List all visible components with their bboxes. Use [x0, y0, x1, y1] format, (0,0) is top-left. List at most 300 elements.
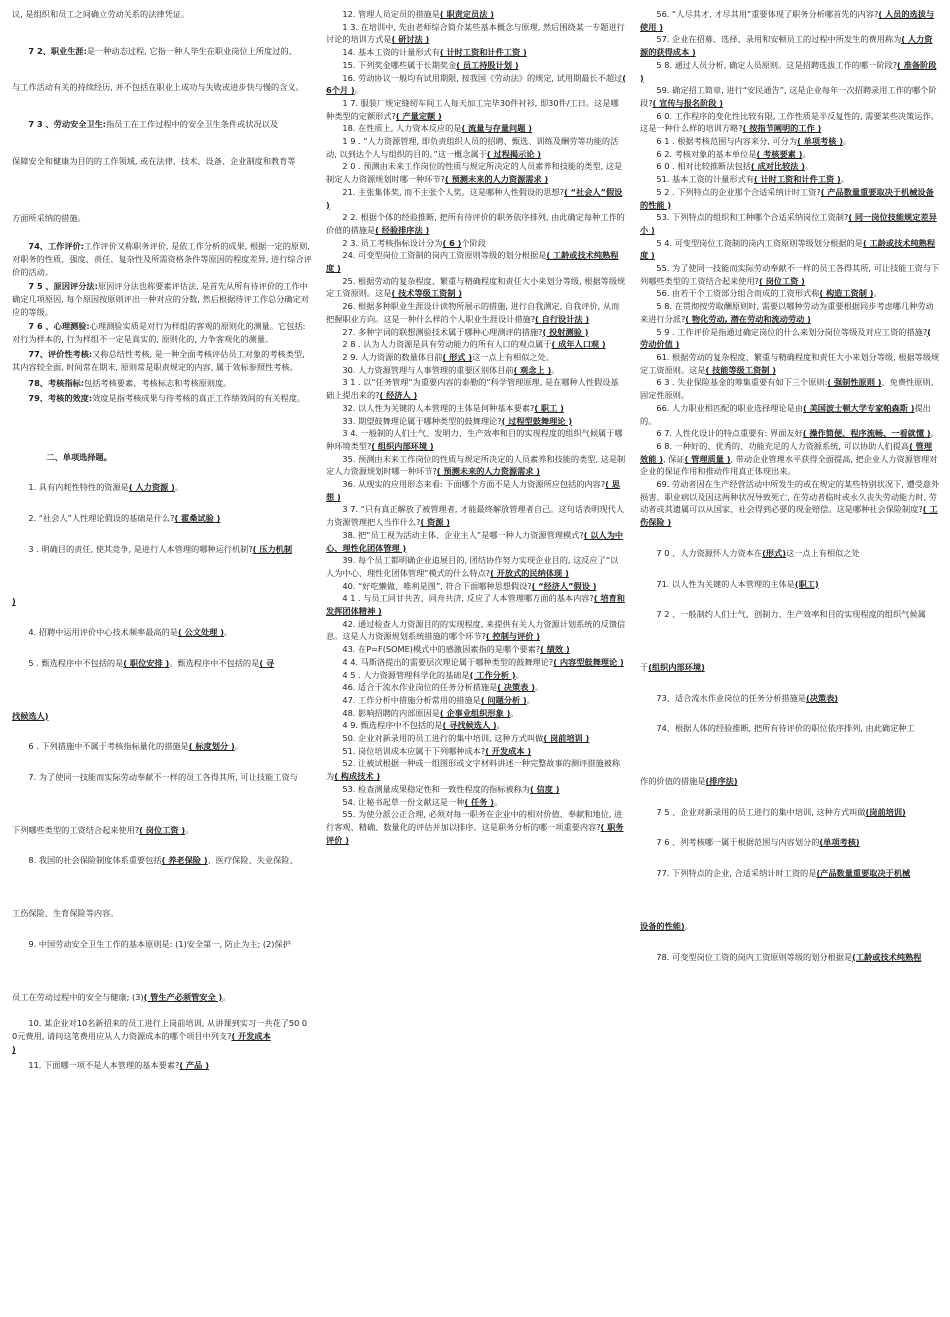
answer: ( 养老保险 ): [161, 855, 208, 866]
answer: ( 管理质量 ): [684, 453, 731, 464]
paragraph-text: , 保证: [662, 453, 685, 464]
paragraph: [326, 453, 626, 478]
answer: ( 压力机制: [252, 543, 293, 554]
paragraph: [326, 376, 626, 401]
paragraph-text: 46. 适合于流水作业岗位的任务分析措施是: [342, 682, 498, 693]
paragraph-text: 66. 人力职业相匹配的职业选择理论是由: [656, 402, 804, 413]
paragraph: [326, 757, 626, 782]
paragraph: [12, 543, 312, 556]
paragraph-text: 56. “人尽其才, 才尽其用”重要体现了职务分析哪首先的内容?: [656, 9, 879, 19]
paragraph-text: 提出的。: [640, 402, 931, 426]
paragraph-text: 作的价值的措施是: [640, 776, 706, 787]
paragraph: [326, 326, 626, 339]
answer: ( 预测未来的人力资源需求 ): [436, 466, 541, 477]
paragraph: [12, 280, 312, 318]
paragraph-text: 原因评分法也称要素评估法, 是首先从所有待评价的工作中确定几项原因, 每个原因按原则评出一种对应的分数, 然后根据待评工作总分确定对应的等级。: [12, 281, 309, 317]
paragraph: [326, 808, 626, 846]
answer: ( 经验排序法 ): [375, 224, 430, 235]
paragraph-text: 2. “社会人”人性理论假设的基础是什么?: [28, 513, 175, 524]
paragraph-text: 61. 根据劳动的复杂程度、繁重与精确程度和责任大小来划分等级, 根据等级规定工资原则。这是: [640, 351, 940, 375]
paragraph: [12, 1043, 312, 1056]
paragraph-text: 。: [185, 824, 194, 835]
paragraph-text: 。: [496, 720, 505, 731]
paragraph: [12, 240, 312, 278]
answer: (职工): [794, 578, 819, 589]
answer: ( 考核要素 ): [756, 148, 803, 159]
paragraph: [326, 338, 626, 351]
paragraph-text: 与工作活动有关的持续经历, 并不包括在职业上成功与失败或进步快与慢的含义。: [12, 82, 304, 93]
paragraph-text: 25. 根据劳动的复杂程度、繁重与精确程度和责任大小来划分等级, 根据等级规定工资原则。这是: [326, 275, 626, 299]
paragraph-text: 6 2. 考核对象的基本单位是: [656, 148, 757, 159]
paragraph-text: 。: [551, 364, 560, 375]
paragraph: [326, 618, 626, 643]
paragraph-text: 。: [234, 741, 243, 752]
paragraph-text: 6 0 . 相对比较推断法包括: [656, 161, 751, 172]
answer: ( 寻找候选人 ): [442, 720, 497, 731]
paragraph-text: 心理测验实质是对行为样组的客观的原则化的测量。它包括: 对行为样本的, 行为样组不一定是真实的, 原则化的, 力争客观化的测量。: [12, 321, 306, 345]
answer: (决策表): [806, 692, 839, 703]
paragraph: [326, 796, 626, 809]
paragraph: [12, 938, 312, 951]
paragraph-text: 50. 企业对新录用的员工进行的集中培训, 这种方式叫做: [342, 733, 544, 744]
paragraph-text: 74、根据人体的经验推断, 把所有待评价的职位依序排列, 由此确定种工: [656, 723, 915, 734]
answer: (产品数量重要取决于机械: [816, 868, 911, 879]
answer: ( 信度 ): [529, 783, 560, 794]
paragraph: [326, 719, 626, 732]
paragraph: [326, 351, 626, 364]
paragraph-text: 是一种动态过程, 它指一种人毕生在职业岗位上所度过的、: [86, 45, 297, 56]
paragraph: [640, 160, 940, 173]
paragraph-text: 78. 可变型岗位工资的岗内工资原则等级的划分根据是: [656, 951, 853, 962]
paragraph: [326, 72, 626, 97]
paragraph: [12, 320, 312, 345]
answer: ( 6个月 ): [326, 72, 626, 96]
term-heading: 7 5 、原因评分法:: [28, 281, 98, 292]
paragraph: [326, 732, 626, 745]
paragraph: [326, 122, 626, 135]
answer: ( 工作分析 ): [469, 669, 516, 680]
answer: ( 人力资源 ): [128, 482, 175, 493]
paragraph-text: 47. 工作分析中措施分析常用的措施是: [342, 694, 481, 705]
paragraph-text: 11. 下面哪一项不是人本管理的基本要素?: [28, 1060, 180, 1071]
paragraph-text: 35. 预测由未来工作岗位的性质与规定所决定的人员素养和技能的类型, 这是制定人力资源规划时哪一种环节?: [326, 453, 626, 477]
paragraph-text: , 带动企业管理水平获得全面提高, 把企业人力资源管理对企业的保证作用和推动作用真正体现出来。: [640, 453, 938, 477]
answer: ( 企事业组织形象 ): [439, 707, 511, 718]
paragraph: [640, 836, 940, 849]
paragraph-text: 4. 招聘中运用评价中心技术频率最高的是: [28, 627, 178, 638]
answer: ( 按指节阐明的工作 ): [742, 123, 822, 134]
column-2: [326, 8, 626, 846]
paragraph: [12, 8, 312, 21]
answer: ( 员工持股计划 ): [456, 59, 519, 70]
paragraph-text: 53. 检查测量成果稳定性和一致性程度的指标被称为: [342, 783, 530, 794]
answer: ( 技术等级工资制 ): [391, 288, 463, 299]
paragraph: [640, 186, 940, 211]
paragraph: [640, 722, 940, 735]
answer: (工龄或技术纯熟程: [852, 951, 922, 962]
answer: ( 计时工资和计件工资 ): [439, 47, 527, 58]
paragraph: [326, 503, 626, 528]
paragraph-text: 1 9 . “人力资源管理, 即负责组织人员的招聘、甄选、训练及酬劳等功能的活动, 以到达个人与组织的目的。”这一概念属于: [326, 136, 619, 159]
paragraph-text: 。: [174, 482, 184, 493]
paragraph: [326, 592, 626, 617]
paragraph-text: 10. 某企业对10名新招来的员工进行上岗前培训, 从讲课到实习一共花了50 0 0元费用, 请问这笔费用应从人力资源成本的哪个项目中列支?: [12, 1018, 308, 1041]
paragraph-text: 。: [526, 694, 535, 705]
answer: ( 绩效 ): [540, 644, 570, 655]
paragraph: [326, 211, 626, 236]
paragraph: [640, 148, 940, 161]
term-heading: 78、考核指标:: [28, 378, 84, 389]
paragraph: [326, 554, 626, 579]
paragraph-text: 7. 为了使同一技能而实际劳动奉献不一样的员工各得其所, 可让技能工资与: [28, 771, 298, 782]
paragraph-text: 。: [873, 288, 882, 299]
answer: ( 过程型鼓舞理论 ): [501, 415, 573, 426]
paragraph: [640, 806, 940, 819]
paragraph-text: 。: [843, 136, 852, 147]
paragraph: [326, 745, 626, 758]
answer: ( 岗位工资 ): [758, 275, 805, 286]
paragraph: [326, 529, 626, 554]
answer: ( 工龄或技术纯熟程度 ): [640, 237, 936, 261]
paragraph-text: 59. 确定招工简章, 进行“安民通告”, 这是企业每年一次招聘录用工作的哪个阶段?: [640, 85, 937, 108]
answer: ( 开发成本: [231, 1030, 271, 1041]
term-heading: 7 6 、心理测验:: [28, 321, 90, 332]
column-1: [12, 8, 312, 1072]
answer: ( 构成技术 ): [334, 771, 381, 782]
paragraph: [12, 854, 312, 867]
paragraph-text: 9. 中国劳动安全卫生工作的基本原则是: (1)安全第一, 防止为主; (2)保护: [28, 938, 291, 949]
paragraph: [326, 656, 626, 669]
paragraph-text: 6 1 . 根据考核范围与内容来分, 可分为: [656, 136, 798, 147]
paragraph-text: 55. 为使分派公正合理, 必须对每一职务在企业中的相对价值、奉献和地位, 进行客观、精确、数量化的评估并加以排序。这是职务分析的哪一项重要内容?: [326, 809, 623, 832]
answer: ( 管生产必须管安全 ): [143, 991, 223, 1002]
paragraph-text: 6 8. 一种好的、优秀的、功能充足的人力资源系统, 可以协助人们提高: [656, 440, 910, 451]
paragraph-text: 39. 每个员工都明确企业追展目的, 团结协作努力实现企业目的, 这反应了“以人为中心、理性化团体管理”模式的什么特点?: [326, 555, 619, 578]
paragraph-text: 54. 让秘书起草一份文献这是一种: [342, 796, 465, 807]
answer: ( “经济人”假设 ): [531, 580, 597, 591]
answer: ( 宣传与报名阶段 ): [652, 97, 724, 108]
answer: ( 公文处理 ): [178, 627, 224, 638]
paragraph-text: 效度是指考核成果与待考核的真正工作绩效间的有关程度。: [92, 392, 306, 403]
answer: ( 工龄或技术纯熟程度 ): [326, 250, 619, 274]
paragraph-text: 57. 企业在招募、选择、录用和安顿员工的过程中所发生的费用称为: [656, 34, 902, 45]
paragraph: [640, 376, 940, 401]
paragraph-text: 30. 人力资源管理与人事管理的重要区别体目前: [342, 364, 514, 375]
term-heading: 7 2、职业生涯:: [28, 45, 87, 56]
paragraph: [326, 580, 626, 593]
answer: ( 物化劳动, 潜在劳动和流动劳动 ): [685, 313, 811, 324]
paragraph: [640, 402, 940, 427]
paragraph-text: 53. 下列特点的组织和工种哪个合适采纳岗位工资制?: [656, 212, 849, 223]
paragraph-text: 4 5 . 人力资源管理科学化的基础是: [342, 669, 470, 680]
section-heading: [30, 451, 312, 464]
paragraph-text: 6 . 下列措施中不属于考核指标量化的措施是: [28, 741, 189, 752]
answer: ( 单项考核 ): [797, 136, 843, 147]
paragraph-text: 52. 让被试根据一种或一组图形或文字材料讲述一种完整故事的测评措施被称为: [326, 758, 621, 782]
paragraph-text: 。: [684, 920, 693, 931]
answer: ( 投射测验 ): [542, 326, 589, 337]
answer: ( 产品数量重要取决于机械设备的性能 ): [640, 186, 934, 210]
paragraph-text: 21. 主张集体奖, 而不主张个人奖。这是哪种人性假设的思想?: [342, 186, 565, 197]
term-heading: 7 3 、劳动安全卫生:: [28, 119, 107, 130]
answer: ( 内容型鼓舞理论 ): [553, 656, 624, 667]
paragraph: [326, 681, 626, 694]
paragraph: [326, 249, 626, 274]
answer: ( 组织内部环境 ): [371, 440, 434, 451]
answer: ( 人力资源的获得成本 ): [640, 34, 933, 58]
paragraph: [640, 135, 940, 148]
paragraph: [326, 783, 626, 796]
answer: (单项考核): [819, 837, 860, 848]
paragraph: [12, 824, 312, 837]
paragraph: [12, 907, 312, 920]
paragraph-text: 18. 在性质上, 人力资本反应的是: [342, 123, 462, 134]
paragraph: [640, 578, 940, 591]
answer: ( 强制性原则 ): [827, 377, 882, 388]
paragraph-text: 。: [354, 85, 363, 96]
paragraph-text: 6 7. 人性化设计的特点重要有: 界面友好: [656, 428, 803, 439]
answer: ( 6 ): [442, 237, 462, 248]
answer: ( 构造工资制 ): [819, 288, 874, 299]
paragraph-text: 、医疗保险、失业保险、: [207, 855, 298, 866]
paragraph-text: 4 4. 马斯洛提出的需要层次理论属于哪种类型的鼓舞理论?: [342, 656, 554, 667]
paragraph-text: 51. 基本工资的计量形式有: [656, 174, 754, 185]
answer: ( 同一岗位技能规定差异小 ): [640, 212, 937, 235]
paragraph: [326, 300, 626, 325]
paragraph-text: 2 0 . 预测由未来工作岗位的性质与规定所决定的人员素养和技能的类型, 这是制定人力资源规划时哪一种环节?: [326, 161, 623, 185]
paragraph-text: 又称总结性考核, 是一种全面考核评估员工对象的考核类型, 其内容较全面, 时间常在期末, 原则常是职责规定的内容, 属于效标参照性考核。: [12, 348, 305, 372]
paragraph-text: 24. 可变型岗位工资制的岗内工资原则等级的划分根据是: [342, 250, 547, 261]
column-3: [640, 8, 940, 963]
paragraph-text: 下列哪些类型的工资结合起来使用?: [12, 824, 140, 835]
paragraph: [12, 392, 312, 405]
answer: ( 资源 ): [420, 517, 450, 528]
answer: ( 计时工资和计件工资 ): [753, 174, 841, 185]
paragraph-text: 5 9 . 工作评价是指通过确定岗位的什么来划分岗位等级及对应工资的措施?: [656, 326, 928, 337]
paragraph: [12, 155, 312, 168]
paragraph-text: 16. 劳动协议一般均有试用期限, 按我国《劳动法》的规定, 试用期最长不超过: [342, 72, 623, 83]
paragraph-text: 15. 下列奖金哪些属于长期奖金: [342, 59, 457, 70]
paragraph: [12, 348, 312, 373]
answer: ( “社会人”假设 ): [326, 186, 623, 210]
paragraph: [326, 669, 626, 682]
answer: (形式): [762, 547, 786, 558]
answer: ( 准备阶段 ): [640, 59, 937, 83]
term-heading: 79、考核的效度:: [28, 392, 93, 403]
answer: ( 职务评价 ): [326, 822, 624, 845]
answer: ( 工伤保险 ): [640, 504, 938, 528]
answer: (组织内部环境): [648, 661, 705, 672]
paragraph-text: 1. 具有内耗性特性的资源是: [28, 482, 129, 493]
paragraph-text: 工伤保险、生育保险等内容。: [12, 908, 119, 919]
paragraph-text: 40. “好吃懒做、唯利是图”, 符合下面哪种思想假设?: [342, 580, 532, 591]
paragraph: [12, 1017, 312, 1042]
paragraph-text: 包括考核要素、考核标志和考核原则度。: [84, 378, 232, 389]
answer: ( 岗位工资 ): [139, 824, 186, 835]
paragraph-text: 7 5 、企业对新录用的员工进行的集中培训, 这种方式叫做: [656, 806, 866, 817]
paragraph: [326, 59, 626, 72]
paragraph-text: 1 3. 在培训中, 先由老师综合简介某些基本概念与原理, 然后围绕某一专题进行讨论的培训方式是: [326, 21, 625, 45]
paragraph-text: 51. 岗位培训成本应属于下列哪种成本?: [342, 745, 486, 756]
paragraph: [326, 8, 626, 21]
paragraph: [12, 710, 312, 723]
paragraph-text: 。: [510, 707, 519, 718]
answer: ( 问题分析 ): [480, 694, 527, 705]
paragraph-text: 2 2. 根据个体的经验推断, 把所有待评价的职务依序排列, 由此确定每种工作的价值的措施是: [326, 212, 625, 235]
paragraph: [640, 775, 940, 788]
answer: ( 成年人口观 ): [551, 339, 606, 350]
paragraph-text: 14. 基本工资的计量形式有: [342, 47, 440, 58]
answer: ( 人员的选拔与使用 ): [640, 9, 935, 32]
paragraph: [326, 275, 626, 300]
paragraph-text: 26. 根据多种职业生涯设计读物所展示的措施, 进行自我测定, 自我评价, 从而把握职业方向。这是一种什么样的个人职业生涯设计措施?: [326, 301, 620, 324]
paragraph-text: 。: [534, 682, 544, 693]
paragraph: [640, 33, 940, 58]
paragraph-text: 5 8. 通过人员分析, 确定人员原则。这是招聘选拔工作的哪一阶段?: [656, 59, 898, 70]
paragraph-text: 27. 多种字词的联想测验技术属于哪种心理测评的措施?: [342, 326, 543, 337]
answer: ( 研讨法 ): [391, 34, 430, 45]
paragraph: [326, 707, 626, 720]
paragraph-text: 个阶段: [461, 237, 486, 248]
paragraph-text: 2 8 . 认为人力资源是具有劳动能力的所有人口的观点属于: [342, 339, 552, 350]
paragraph-text: 4 1 . 与员工同甘共苦、同舟共济, 反应了人本管理哪方面的基本内容?: [342, 593, 594, 604]
paragraph: [640, 920, 940, 933]
paragraph: [12, 377, 312, 390]
answer: ( 霍桑试验 ): [174, 513, 221, 524]
paragraph-text: 二、单项选择题。: [46, 451, 112, 462]
paragraph: [326, 694, 626, 707]
paragraph: [12, 45, 312, 58]
answer: ): [12, 1043, 16, 1054]
paragraph: [640, 287, 940, 300]
paragraph: [640, 440, 940, 478]
paragraph-text: 36. 从现实的应用形态来看: 下面哪个方面不是人力资源所应包括的内容?: [342, 479, 606, 490]
paragraph: [640, 951, 940, 964]
paragraph-text: 42. 通过检查人力资源目的的实现程度, 来提供有关人力资源计划系统的反馈信息。这是人力资源规划系统措施的哪个环节?: [326, 618, 626, 642]
answer: ( 职位安排 ): [123, 657, 170, 668]
answer: ( 美国波士顿大学专家帕森斯 ): [803, 402, 915, 413]
paragraph: [640, 427, 940, 440]
paragraph: [640, 59, 940, 84]
paragraph-text: 5 8. 在贯彻按劳取酬原则时, 需要以哪种劳动为重要根据同步考虑哪几种劳动来进行分派?: [640, 301, 934, 324]
answer: ( 技能等级工资制 ): [705, 364, 777, 375]
paragraph-text: 。: [805, 161, 814, 172]
paragraph-text: 指员工在工作过程中的安全卫生条件或状况以及: [106, 119, 279, 130]
paragraph: [326, 186, 626, 211]
paragraph: [640, 110, 940, 135]
answer: ( 寻: [259, 657, 275, 668]
paragraph-text: 12. 管理人员定员的措施是: [342, 9, 440, 19]
paragraph: [12, 512, 312, 525]
paragraph-text: 3 4. 一般制的人们士气、发明力、生产效率和目的实现程度的组织气候属于哪种环境类型?: [326, 428, 623, 451]
answer: ( 培育和发挥团体精神 ): [326, 593, 625, 617]
answer: ( 职责定员法 ): [439, 9, 495, 19]
answer: ( 流量与存量问题 ): [461, 123, 532, 134]
paragraph-text: 。: [222, 991, 231, 1002]
answer: ( 经济人 ): [379, 390, 418, 401]
paragraph-text: 这一点上有相似之处: [785, 547, 860, 558]
paragraph: [640, 661, 940, 674]
paragraph: [12, 626, 312, 639]
paragraph-text: 3 1 . 以“任务管理”为重要内容的泰勒的“科学管理原理, 是在哪种人性假设基础上提出来的?: [326, 377, 619, 401]
paragraph: [640, 8, 940, 33]
paragraph: [326, 135, 626, 160]
paragraph-text: 71. 以人性为关键的人本管理的主体是: [656, 578, 795, 589]
paragraph-text: 33. 期望鼓舞理论属于哪种类型的鼓舞理论?: [342, 415, 502, 426]
answer: 设备的性能): [640, 920, 685, 931]
paragraph-text: 8. 我国的社会保险制度体系重要包括: [28, 855, 162, 866]
paragraph-text: 方面所采纳的措施。: [12, 212, 86, 223]
paragraph-text: 38. 把“员工视为活动主体、企业主人”是哪一种人力资源管理模式?: [342, 529, 584, 540]
paragraph-text: 、免费性原则、固定性原则。: [640, 377, 939, 401]
paragraph: [326, 364, 626, 377]
answer: ( 劳动价值 ): [640, 326, 931, 350]
paragraph: [326, 46, 626, 59]
paragraph-text: 3 . 明确目的责任, 使其竞争, 是进行人本管理的哪种运行机制?: [28, 543, 253, 554]
paragraph: [12, 771, 312, 784]
answer: ( 开发成本 ): [485, 745, 532, 756]
answer: (排序法): [705, 776, 738, 787]
answer: ( 自行设计法 ): [535, 313, 590, 324]
answer: ( 任务 ): [464, 796, 495, 807]
paragraph-text: 43. 在P=F(SOME)模式中的感激因素指的是哪个要素?: [342, 644, 541, 655]
paragraph-text: 。甄选程序中不包括的是: [169, 657, 260, 668]
answer: ( 职工 ): [534, 402, 564, 413]
paragraph: [326, 97, 626, 122]
answer: ( 操作简便、程序流畅、一看就懂 ): [802, 428, 931, 439]
answer: ( 思想 ): [326, 479, 620, 502]
paragraph-text: 。: [494, 796, 503, 807]
paragraph-text: 6 3 . 失业保险基金的筹集重要有如下三个原则:: [656, 377, 828, 388]
paragraph-text: 69. 劳动者因在生产经营活动中所发生的或在规定的某些特别状况下, 遭受意外损害、职业病以及因这两种状况导致死亡, 在劳动者临时或永久丧失劳动能力时, 劳动者或其遗属可以从国家、社会得到必要的现金赔偿。这是哪种社会保险制度?: [640, 479, 940, 515]
paragraph: [326, 427, 626, 452]
paragraph: [326, 643, 626, 656]
paragraph: [640, 173, 940, 186]
answer: ( 产品 ): [179, 1060, 209, 1071]
paragraph-text: 。: [930, 428, 939, 439]
paragraph: [326, 237, 626, 250]
paragraph-text: 7 0 、人力资源怀人力资本在: [656, 547, 763, 558]
paragraph: [326, 415, 626, 428]
answer: ( 标度划分 ): [188, 741, 235, 752]
paragraph: [12, 740, 312, 753]
paragraph-text: 。: [515, 669, 524, 680]
paragraph-text: 73、适合流水作业岗位的任务分析措施是: [656, 692, 806, 703]
paragraph: [12, 481, 312, 494]
paragraph-text: 5 2 . 下列特点的企业那个合适采纳计时工资?: [656, 186, 821, 197]
answer: ( 控制与评价 ): [485, 631, 541, 642]
paragraph: [326, 402, 626, 415]
paragraph-text: 2 3. 员工考核指标设计分为: [342, 237, 443, 248]
paragraph: [640, 84, 940, 109]
paragraph-text: 77. 下列特点的企业, 合适采纳计时工资的是: [656, 868, 817, 879]
paragraph-text: 3 7. “只有真正解放了被管理者, 才能最终解放管理者自己。这句话表明现代人力资源管理把人当作什么?: [326, 504, 624, 528]
paragraph: [640, 867, 940, 880]
paragraph: [12, 118, 312, 131]
paragraph: [12, 81, 312, 94]
answer: ( 开放式的民纳体现 ): [490, 567, 569, 578]
answer: ( 管理效能 ): [640, 440, 933, 464]
paragraph-text: 55. 为了使同一技能而实际劳动奉献不一样的员工各得其所, 可让技能工资与下列哪些类型的工资结合起来使用?: [640, 263, 940, 286]
answer: 找候选人): [12, 710, 49, 721]
answer: ( 岗前培训 ): [543, 733, 590, 744]
paragraph-text: 5 4. 可变型岗位工资制的岗内工资原则等级划分根据的是: [656, 237, 863, 248]
answer: ( 以人为中心、理性化团体管理 ): [326, 529, 624, 553]
paragraph: [326, 478, 626, 503]
paragraph: [12, 991, 312, 1004]
paragraph: [12, 595, 312, 608]
paragraph-text: 56. 由若干个工资部分组合而成的工资形式称: [656, 288, 820, 299]
